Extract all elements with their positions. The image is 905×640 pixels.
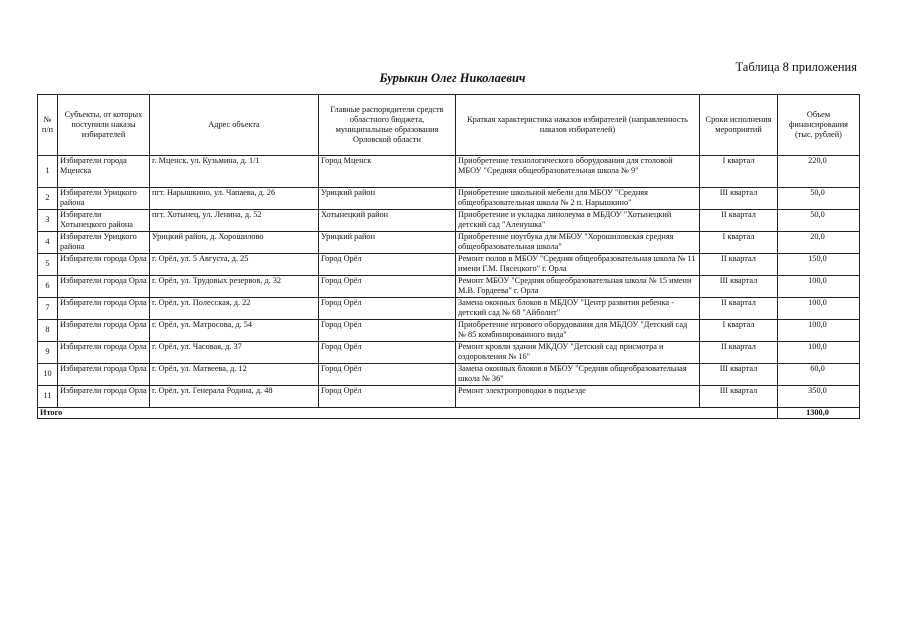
table-row [38,364,860,386]
cell-subject: Избиратели города Мценска [58,156,150,188]
deputy-name: Бурыкин Олег Николаевич [379,71,526,85]
header-num: № п/п [38,95,58,156]
header-term: Сроки исполнения мероприятий [700,95,778,156]
cell-term: II квартал [700,210,778,232]
cell-num: 6 [38,276,58,298]
cell-amount: 100,0 [778,320,860,342]
cell-amount: 350,0 [778,386,860,408]
table-row [38,298,860,320]
total-label: Итого [38,408,778,419]
cell-description: Приобретение игрового оборудования для МБДОУ "Детский сад № 85 комбинированного вида" [456,320,700,342]
cell-subject: Избиратели города Орла [58,342,150,364]
cell-subject: Избиратели Хотынецкого района [58,210,150,232]
cell-num: 11 [38,386,58,408]
cell-amount: 150,0 [778,254,860,276]
cell-term: I квартал [700,232,778,254]
cell-subject: Избиратели города Орла [58,386,150,408]
cell-address: г. Орёл, ул. Часовая, д. 37 [150,342,319,364]
cell-description: Приобретение ноутбука для МБОУ "Хорошиловская средняя общеобразовательная школа" [456,232,700,254]
cell-manager: Город Орёл [319,364,456,386]
cell-amount: 220,0 [778,156,860,188]
table-row [38,210,860,232]
cell-description: Приобретение технологического оборудования для столовой МБОУ "Средняя общеобразовательная школа № 9" [456,156,700,188]
cell-manager: Город Орёл [319,320,456,342]
cell-address: г. Мценск, ул. Кузьмина, д. 1/1 [150,156,319,188]
cell-num: 4 [38,232,58,254]
cell-subject: Избиратели города Орла [58,364,150,386]
cell-manager: Город Орёл [319,386,456,408]
cell-address: г. Орёл, ул. 5 Августа, д. 25 [150,254,319,276]
cell-subject: Избиратели города Орла [58,276,150,298]
cell-description: Ремонт МБОУ "Средняя общеобразовательная школа № 15 имени М.В. Гордеева" г. Орла [456,276,700,298]
cell-subject: Избиратели города Орла [58,254,150,276]
cell-term: III квартал [700,188,778,210]
cell-address: Урицкий район, д. Хорошилово [150,232,319,254]
table-row [38,254,860,276]
cell-description: Приобретение и укладка линолеума в МБДОУ "Хотынецкий детский сад "Аленушка" [456,210,700,232]
cell-manager: Хотынецкий район [319,210,456,232]
cell-subject: Избиратели Урицкого района [58,232,150,254]
cell-term: I квартал [700,320,778,342]
cell-term: I квартал [700,156,778,188]
cell-num: 9 [38,342,58,364]
header-managers: Главные распорядители средств областного бюджета, муниципальные образования Орловской области [319,95,456,156]
cell-num: 1 [38,156,58,188]
cell-term: III квартал [700,364,778,386]
cell-term: II квартал [700,254,778,276]
cell-term: III квартал [700,276,778,298]
table-row [38,320,860,342]
cell-num: 5 [38,254,58,276]
cell-address: г. Орёл, ул. Матросова, д. 54 [150,320,319,342]
cell-description: Ремонт электропроводки в подъезде [456,386,700,408]
cell-description: Ремонт полов в МБОУ "Средняя общеобразовательная школа № 11 имени Г.М. Пясецкого" г. Орла [456,254,700,276]
cell-subject: Избиратели Урицкого района [58,188,150,210]
orders-table [37,94,860,419]
header-amount: Объем финансирования (тыс. рублей) [778,95,860,156]
table-header-row [38,95,860,156]
cell-manager: Город Орёл [319,254,456,276]
cell-address: пгт. Хотынец, ул. Ленина, д. 52 [150,210,319,232]
cell-term: II квартал [700,342,778,364]
cell-manager: Город Орёл [319,342,456,364]
cell-subject: Избиратели города Орла [58,320,150,342]
cell-amount: 100,0 [778,276,860,298]
cell-manager: Город Мценск [319,156,456,188]
cell-amount: 100,0 [778,298,860,320]
total-row [38,408,860,419]
header-address: Адрес объекта [150,95,319,156]
total-amount: 1300,0 [778,408,860,419]
cell-description: Замена оконных блоков в МБОУ "Средняя общеобразовательная школа № 36" [456,364,700,386]
table-caption: Таблица 8 приложения [735,60,857,74]
cell-amount: 100,0 [778,342,860,364]
cell-amount: 50,0 [778,188,860,210]
cell-num: 10 [38,364,58,386]
cell-amount: 60,0 [778,364,860,386]
cell-manager: Город Орёл [319,298,456,320]
cell-address: г. Орёл, ул. Генерала Родина, д. 48 [150,386,319,408]
cell-term: III квартал [700,386,778,408]
cell-manager: Урицкий район [319,232,456,254]
table-row [38,276,860,298]
cell-amount: 20,0 [778,232,860,254]
table-row [38,156,860,188]
cell-manager: Город Орёл [319,276,456,298]
cell-term: II квартал [700,298,778,320]
table-row [38,188,860,210]
cell-description: Ремонт кровли здания МКДОУ "Детский сад присмотра и оздоровления № 16" [456,342,700,364]
cell-manager: Урицкий район [319,188,456,210]
header-description: Краткая характеристика наказов избирателей (направленность наказов избирателей) [456,95,700,156]
cell-num: 8 [38,320,58,342]
table-row [38,386,860,408]
header-subjects: Субъекты, от которых поступили наказы избирателей [58,95,150,156]
cell-num: 3 [38,210,58,232]
table-row [38,232,860,254]
cell-address: пгт. Нарышкино, ул. Чапаева, д. 26 [150,188,319,210]
cell-address: г. Орёл, ул. Трудовых резервов, д. 32 [150,276,319,298]
cell-num: 2 [38,188,58,210]
cell-address: г. Орёл, ул. Матвеева, д. 12 [150,364,319,386]
table-row [38,342,860,364]
cell-subject: Избиратели города Орла [58,298,150,320]
cell-num: 7 [38,298,58,320]
cell-address: г. Орёл, ул. Полесская, д. 22 [150,298,319,320]
cell-description: Приобретение школьной мебели для МБОУ "Средняя общеобразовательная школа № 2 п. Нарышкино" [456,188,700,210]
cell-description: Замена оконных блоков в МБДОУ "Центр развития ребенка - детский сад № 68 "Айболит" [456,298,700,320]
cell-amount: 50,0 [778,210,860,232]
